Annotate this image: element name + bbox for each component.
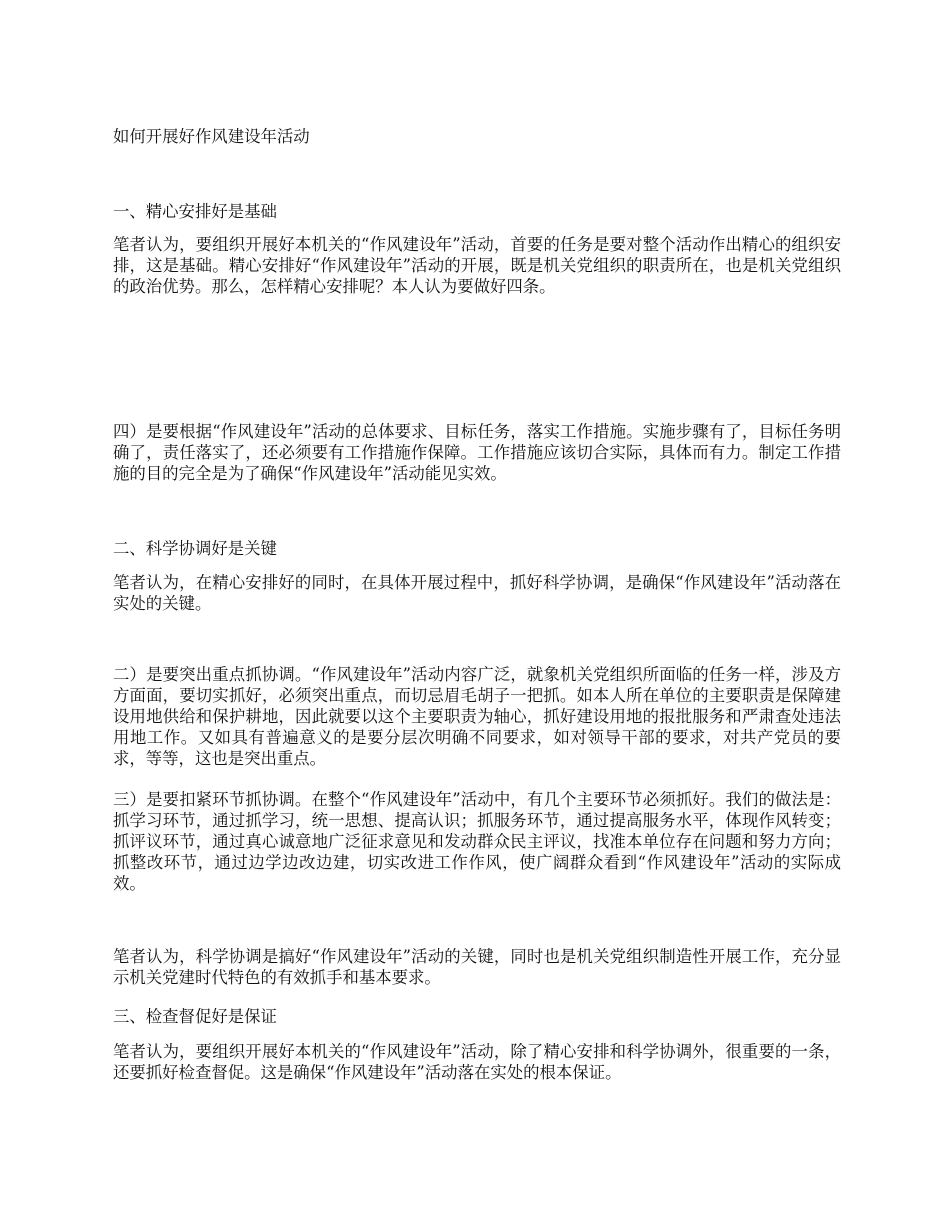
section-heading: 三、检查督促好是保证 [113, 1007, 277, 1026]
paragraph: 笔者认为，科学协调是搞好“作风建设年”活动的关键，同时也是机关党组织制造性开展工作，充分显示机关党建时代特色的有效抓手和基本要求。 [113, 947, 841, 987]
section-heading: 二、科学协调好是关键 [113, 539, 277, 558]
paragraph: 三）是要扣紧环节抓协调。在整个“作风建设年”活动中，有几个主要环节必须抓好。我们的做法是：抓学习环节，通过抓学习，统一思想、提高认识；抓服务环节，通过提高服务水平，体现作风转变；抓评议环节，通过真心诚意地广泛征求意见和发动群众民主评议，找准本单位存在问题和努力方向；抓整改环节，通过边学边改边建，切实改进工作作风，使广阔群众看到“作风建设年”活动的实际成效。 [113, 790, 841, 893]
paragraph: 笔者认为，要组织开展好本机关的“作风建设年”活动，除了精心安排和科学协调外，很重要的一条，还要抓好检查督促。这是确保“作风建设年”活动落在实处的根本保证。 [113, 1042, 841, 1082]
paragraph: 四）是要根据“作风建设年”活动的总体要求、目标任务，落实工作措施。实施步骤有了，目标任务明确了，责任落实了，还必须要有工作措施作保障。工作措施应该切合实际，具体而有力。制定工作措施的目的完全是为了确保“作风建设年”活动能见实效。 [113, 422, 841, 483]
document-title: 如何开展好作风建设年活动 [113, 127, 310, 146]
paragraph: 笔者认为，要组织开展好本机关的“作风建设年”活动，首要的任务是要对整个活动作出精心的组织安排，这是基础。精心安排好“作风建设年”活动的开展，既是机关党组织的职责所在，也是机关党组织的政治优势。那么，怎样精心安排呢？本人认为要做好四条。 [113, 235, 841, 296]
paragraph: 二）是要突出重点抓协调。“作风建设年”活动内容广泛，就象机关党组织所面临的任务一样，涉及方方面面，要切实抓好，必须突出重点，而切忌眉毛胡子一把抓。如本人所在单位的主要职责是保障建设用地供给和保护耕地，因此就要以这个主要职责为轴心，抓好建设用地的报批服务和严肃查处违法用地工作。又如具有普遍意义的是要分层次明确不同要求，如对领导干部的要求，对共产党员的要求，等等，这也是突出重点。 [113, 665, 841, 768]
section-heading: 一、精心安排好是基础 [113, 202, 277, 221]
paragraph: 笔者认为，在精心安排好的同时，在具体开展过程中，抓好科学协调，是确保“作风建设年”活动落在实处的关键。 [113, 573, 841, 613]
